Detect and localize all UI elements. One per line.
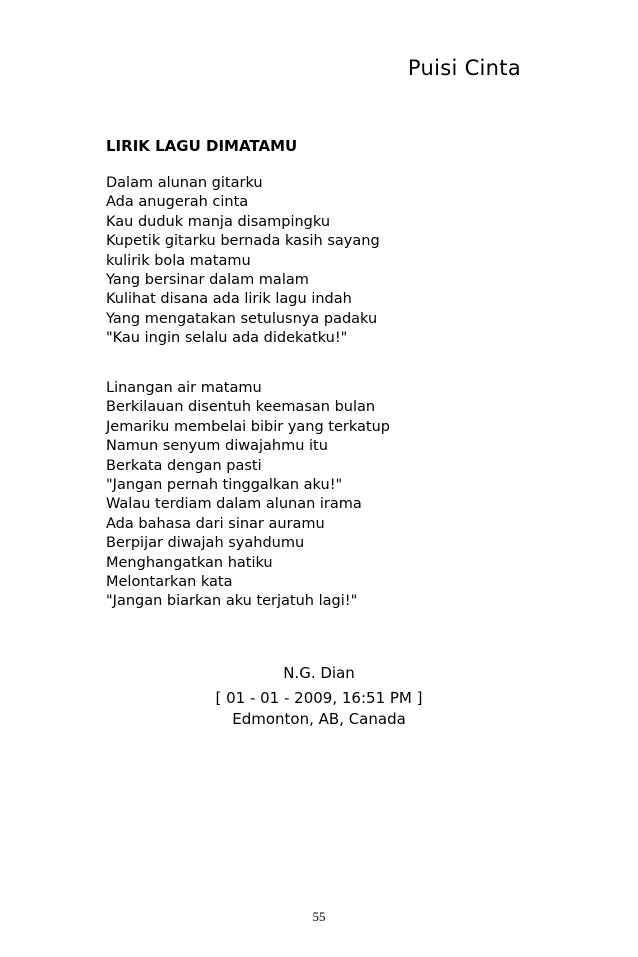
poem-line: Linangan air matamu bbox=[106, 380, 262, 396]
poem-line: kulirik bola matamu bbox=[106, 252, 251, 269]
stanza-1 bbox=[106, 174, 380, 349]
running-header-title: Puisi Cinta bbox=[407, 56, 521, 80]
poem-line: "Jangan pernah tinggalkan aku!" bbox=[106, 476, 343, 493]
poem-line: Melontarkan kata bbox=[106, 573, 233, 590]
poem-line: Berpijar diwajah syahdumu bbox=[106, 535, 305, 552]
poem-line: Walau terdiam dalam alunan irama bbox=[106, 496, 362, 513]
poem-line: Yang bersinar dalam malam bbox=[106, 271, 309, 288]
page-number: 55 bbox=[312, 909, 326, 924]
poem-line: Ada bahasa dari sinar auramu bbox=[106, 515, 325, 532]
stanza-2 bbox=[106, 379, 390, 612]
poem-line: Berkata dengan pasti bbox=[106, 457, 262, 474]
poem-line: Jemariku membelai bibir yang terkatup bbox=[106, 418, 390, 435]
author-name: N.G. Dian bbox=[283, 664, 355, 682]
signature-block bbox=[0, 663, 638, 730]
poem-line: Berkilauan disentuh keemasan bulan bbox=[106, 399, 376, 416]
poem-line: Kulihat disana ada lirik lagu indah bbox=[106, 291, 352, 308]
poem-title: LIRIK LAGU DIMATAMU bbox=[106, 137, 298, 155]
poem-line: Yang mengatakan setulusnya padaku bbox=[106, 310, 378, 327]
poem-line: Ada anugerah cinta bbox=[106, 194, 249, 211]
poem-line: Kupetik gitarku bernada kasih sayang bbox=[106, 233, 380, 250]
location: Edmonton, AB, Canada bbox=[232, 710, 406, 728]
poem-line: "Jangan biarkan aku terjatuh lagi!" bbox=[106, 593, 358, 610]
poem-line: Menghangatkan hatiku bbox=[106, 554, 273, 571]
poem-line: Dalam alunan gitarku bbox=[106, 175, 263, 191]
poem-line: Kau duduk manja disampingku bbox=[106, 213, 331, 230]
date-stamp: [ 01 - 01 - 2009, 16:51 PM ] bbox=[215, 689, 423, 707]
poem-line: "Kau ingin selalu ada didekatku!" bbox=[106, 330, 348, 347]
poem-line: Namun senyum diwajahmu itu bbox=[106, 438, 328, 455]
